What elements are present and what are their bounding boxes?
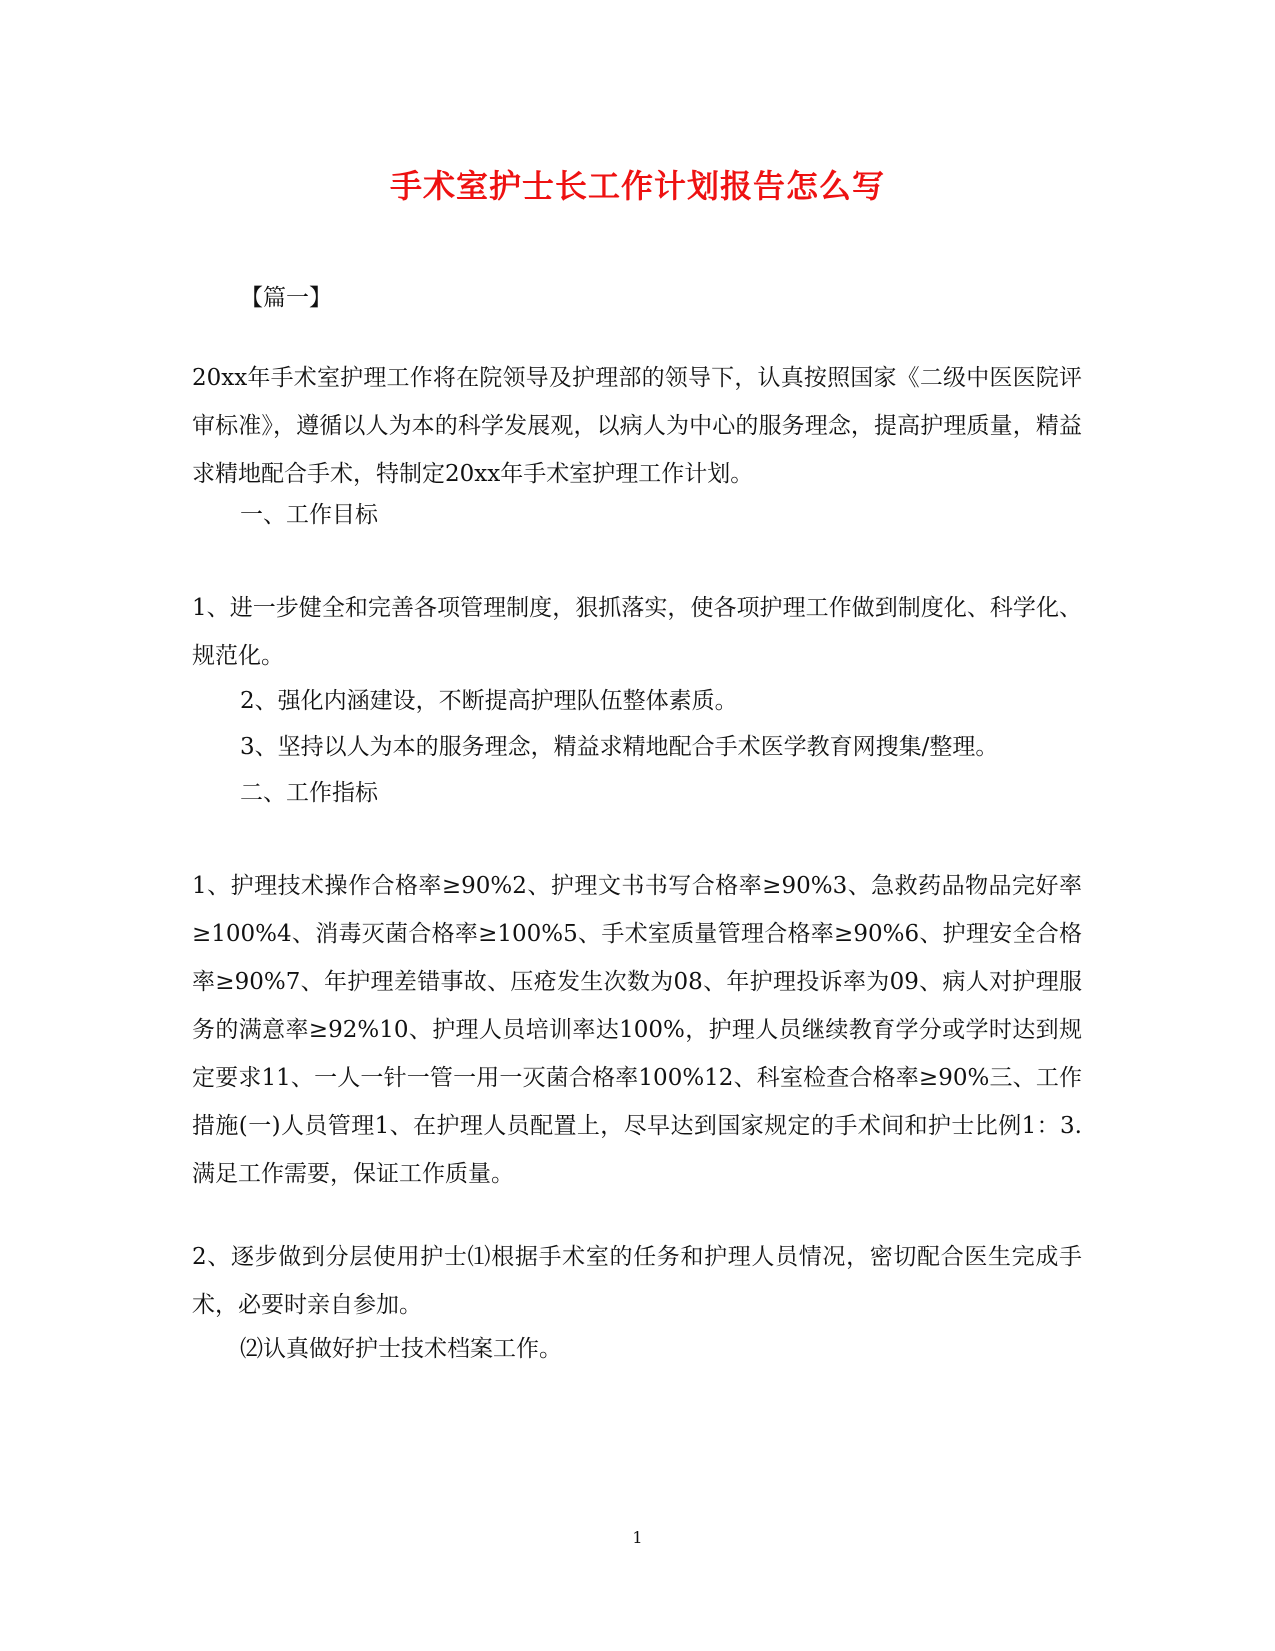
heading-work-indicators: 二、工作指标 [240, 780, 378, 806]
page-number: 1 [632, 1528, 643, 1547]
indicators-paragraph: 1、护理技术操作合格率≥90%2、护理文书书写合格率≥90%3、急救药品物品完好率≥100%4、消毒灭菌合格率≥100%5、手术室质量管理合格率≥90%6、护理安全合格率≥90%7、年护理差错事故、压疮发生次数为08、年护理投诉率为09、病人对护理服务的满意率≥92%10、护理人员培训率达100%，护理人员继续教育学分或学时达到规定要求11、一人一针一管一用一灭菌合格率100%12、科室检查合格率≥90%三、工作措施(一)人员管理1、在护理人员配置上，尽早达到国家规定的手术间和护士比例1：3.满足工作需要，保证工作质量。 [192, 873, 1082, 1187]
section-label: 【篇一】 [240, 285, 332, 311]
intro-paragraph: 20xx年手术室护理工作将在院领导及护理部的领导下，认真按照国家《二级中医医院评审标准》，遵循以人为本的科学发展观，以病人为中心的服务理念，提高护理质量，精益求精地配合手术，特制定20xx年手术室护理工作计划。 [192, 365, 1082, 487]
goal-item-3: 3、坚持以人为本的服务理念，精益求精地配合手术医学教育网搜集/整理。 [240, 734, 999, 760]
heading-work-goals: 一、工作目标 [240, 502, 378, 528]
archive-item: ⑵认真做好护士技术档案工作。 [240, 1336, 562, 1362]
layering-paragraph: 2、逐步做到分层使用护士⑴根据手术室的任务和护理人员情况，密切配合医生完成手术，必要时亲自参加。 [192, 1244, 1082, 1318]
document-title: 手术室护士长工作计划报告怎么写 [389, 167, 885, 205]
goal-item-1: 1、进一步健全和完善各项管理制度，狠抓落实，使各项护理工作做到制度化、科学化、规范化。 [192, 595, 1082, 669]
goal-item-2: 2、强化内涵建设，不断提高护理队伍整体素质。 [240, 688, 738, 714]
